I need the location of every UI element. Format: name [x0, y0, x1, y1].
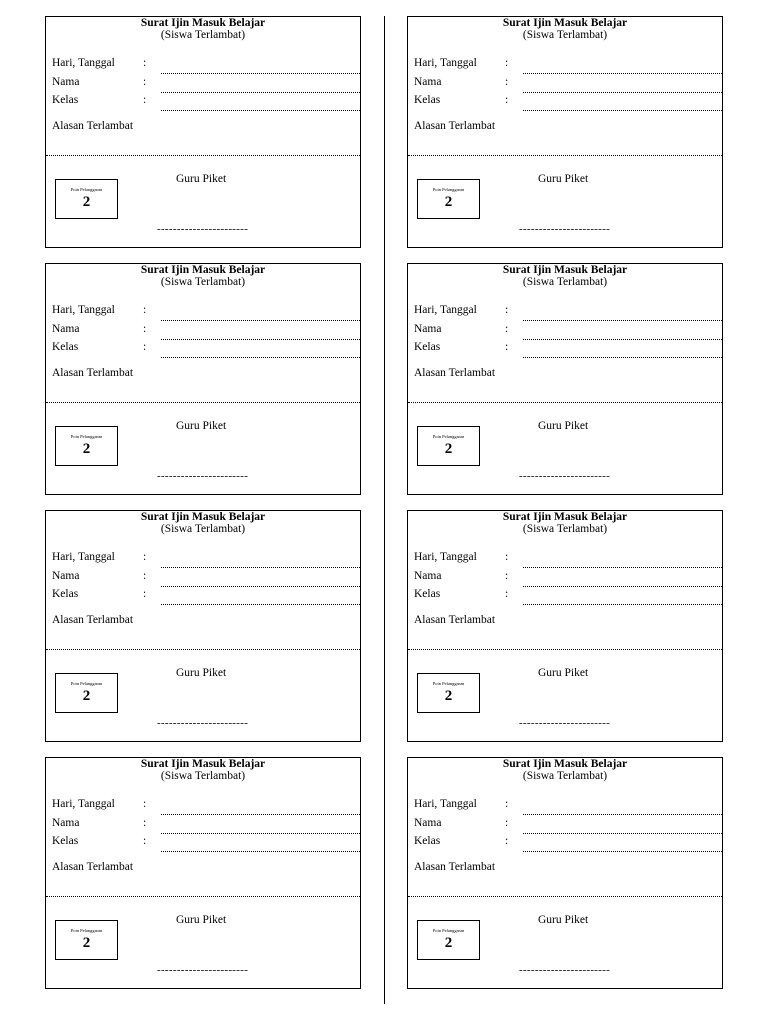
reason-label: Alasan Terlambat: [414, 120, 496, 132]
class-fill-line: [523, 357, 722, 358]
date-colon: :: [143, 57, 147, 69]
violation-points-box: [417, 673, 480, 713]
points-value: 2: [444, 935, 453, 951]
class-label: Kelas: [414, 94, 441, 106]
class-fill-line: [161, 357, 360, 358]
points-label: Poin Pelanggaran: [70, 434, 103, 439]
name-label: Nama: [414, 76, 442, 88]
violation-points-box: [417, 920, 480, 960]
name-fill-line: [523, 92, 722, 93]
points-value: 2: [82, 688, 91, 704]
signature-line: -----------------------: [157, 717, 249, 729]
date-colon: :: [143, 798, 147, 810]
points-value: 2: [444, 441, 453, 457]
class-colon: :: [143, 94, 147, 106]
reason-label: Alasan Terlambat: [52, 120, 134, 132]
name-label: Nama: [52, 323, 80, 335]
teacher-label: Guru Piket: [538, 420, 589, 432]
teacher-label: Guru Piket: [538, 667, 589, 679]
reason-separator: [408, 402, 722, 403]
date-label: Hari, Tanggal: [52, 304, 115, 316]
violation-points-box: [55, 673, 118, 713]
name-colon: :: [143, 570, 147, 582]
slip-subtitle: (Siswa Terlambat): [160, 29, 246, 41]
permission-slip-4: [407, 263, 723, 495]
permission-slip-5: [45, 510, 361, 742]
date-fill-line: [523, 814, 722, 815]
name-fill-line: [523, 339, 722, 340]
class-label: Kelas: [414, 835, 441, 847]
teacher-label: Guru Piket: [538, 173, 589, 185]
points-value: 2: [82, 441, 91, 457]
name-label: Nama: [52, 570, 80, 582]
signature-line: -----------------------: [519, 717, 611, 729]
class-colon: :: [505, 94, 509, 106]
signature-line: -----------------------: [157, 470, 249, 482]
name-colon: :: [505, 570, 509, 582]
class-label: Kelas: [52, 341, 79, 353]
permission-slip-2: [407, 16, 723, 248]
name-colon: :: [143, 76, 147, 88]
teacher-label: Guru Piket: [176, 667, 227, 679]
slip-subtitle: (Siswa Terlambat): [522, 276, 608, 288]
reason-label: Alasan Terlambat: [414, 367, 496, 379]
reason-separator: [408, 649, 722, 650]
class-fill-line: [523, 604, 722, 605]
name-label: Nama: [52, 817, 80, 829]
date-label: Hari, Tanggal: [52, 798, 115, 810]
slip-subtitle: (Siswa Terlambat): [160, 276, 246, 288]
points-label: Poin Pelanggaran: [432, 434, 465, 439]
date-colon: :: [143, 551, 147, 563]
class-colon: :: [505, 588, 509, 600]
name-colon: :: [143, 323, 147, 335]
slip-title: Surat Ijin Masuk Belajar: [140, 17, 266, 29]
slip-subtitle: (Siswa Terlambat): [522, 770, 608, 782]
class-fill-line: [161, 851, 360, 852]
points-value: 2: [82, 194, 91, 210]
name-fill-line: [161, 339, 360, 340]
date-fill-line: [523, 567, 722, 568]
date-label: Hari, Tanggal: [52, 57, 115, 69]
name-fill-line: [161, 833, 360, 834]
name-label: Nama: [414, 570, 442, 582]
date-label: Hari, Tanggal: [414, 798, 477, 810]
name-label: Nama: [52, 76, 80, 88]
class-label: Kelas: [414, 588, 441, 600]
class-colon: :: [143, 588, 147, 600]
teacher-label: Guru Piket: [176, 173, 227, 185]
violation-points-box: [55, 920, 118, 960]
slip-subtitle: (Siswa Terlambat): [160, 770, 246, 782]
name-fill-line: [523, 586, 722, 587]
date-fill-line: [161, 73, 360, 74]
points-label: Poin Pelanggaran: [70, 187, 103, 192]
reason-separator: [46, 896, 360, 897]
date-colon: :: [505, 798, 509, 810]
signature-line: -----------------------: [157, 223, 249, 235]
name-fill-line: [161, 92, 360, 93]
name-colon: :: [505, 817, 509, 829]
permission-slip-3: [45, 263, 361, 495]
name-colon: :: [143, 817, 147, 829]
class-fill-line: [161, 110, 360, 111]
slip-title: Surat Ijin Masuk Belajar: [502, 264, 628, 276]
signature-line: -----------------------: [519, 470, 611, 482]
name-colon: :: [505, 323, 509, 335]
date-label: Hari, Tanggal: [414, 551, 477, 563]
teacher-label: Guru Piket: [538, 914, 589, 926]
name-label: Nama: [414, 817, 442, 829]
signature-line: -----------------------: [519, 964, 611, 976]
date-colon: :: [505, 304, 509, 316]
date-colon: :: [505, 551, 509, 563]
date-fill-line: [161, 320, 360, 321]
name-label: Nama: [414, 323, 442, 335]
date-label: Hari, Tanggal: [52, 551, 115, 563]
name-colon: :: [505, 76, 509, 88]
reason-label: Alasan Terlambat: [52, 614, 134, 626]
class-label: Kelas: [52, 835, 79, 847]
date-fill-line: [523, 73, 722, 74]
points-label: Poin Pelanggaran: [432, 928, 465, 933]
points-value: 2: [82, 935, 91, 951]
points-label: Poin Pelanggaran: [432, 187, 465, 192]
reason-separator: [408, 896, 722, 897]
points-label: Poin Pelanggaran: [70, 928, 103, 933]
date-label: Hari, Tanggal: [414, 57, 477, 69]
slip-subtitle: (Siswa Terlambat): [522, 523, 608, 535]
date-fill-line: [161, 814, 360, 815]
slip-title: Surat Ijin Masuk Belajar: [140, 758, 266, 770]
points-value: 2: [444, 688, 453, 704]
slip-title: Surat Ijin Masuk Belajar: [140, 511, 266, 523]
violation-points-box: [417, 179, 480, 219]
reason-label: Alasan Terlambat: [414, 861, 496, 873]
teacher-label: Guru Piket: [176, 420, 227, 432]
signature-line: -----------------------: [157, 964, 249, 976]
points-value: 2: [444, 194, 453, 210]
reason-separator: [46, 402, 360, 403]
violation-points-box: [417, 426, 480, 466]
slip-title: Surat Ijin Masuk Belajar: [502, 511, 628, 523]
date-label: Hari, Tanggal: [414, 304, 477, 316]
reason-label: Alasan Terlambat: [52, 367, 134, 379]
points-label: Poin Pelanggaran: [432, 681, 465, 686]
slip-title: Surat Ijin Masuk Belajar: [502, 17, 628, 29]
signature-line: -----------------------: [519, 223, 611, 235]
column-divider: [384, 16, 385, 1004]
violation-points-box: [55, 426, 118, 466]
class-colon: :: [505, 835, 509, 847]
points-label: Poin Pelanggaran: [70, 681, 103, 686]
class-colon: :: [505, 341, 509, 353]
violation-points-box: [55, 179, 118, 219]
date-fill-line: [161, 567, 360, 568]
class-fill-line: [523, 851, 722, 852]
slip-title: Surat Ijin Masuk Belajar: [502, 758, 628, 770]
slip-subtitle: (Siswa Terlambat): [522, 29, 608, 41]
class-colon: :: [143, 341, 147, 353]
class-fill-line: [161, 604, 360, 605]
date-colon: :: [505, 57, 509, 69]
date-fill-line: [523, 320, 722, 321]
teacher-label: Guru Piket: [176, 914, 227, 926]
slip-title: Surat Ijin Masuk Belajar: [140, 264, 266, 276]
reason-separator: [408, 155, 722, 156]
permission-slip-7: [45, 757, 361, 989]
reason-label: Alasan Terlambat: [414, 614, 496, 626]
permission-slip-8: [407, 757, 723, 989]
class-label: Kelas: [52, 94, 79, 106]
name-fill-line: [523, 833, 722, 834]
reason-label: Alasan Terlambat: [52, 861, 134, 873]
class-label: Kelas: [414, 341, 441, 353]
class-colon: :: [143, 835, 147, 847]
class-fill-line: [523, 110, 722, 111]
name-fill-line: [161, 586, 360, 587]
date-colon: :: [143, 304, 147, 316]
class-label: Kelas: [52, 588, 79, 600]
permission-slip-6: [407, 510, 723, 742]
reason-separator: [46, 649, 360, 650]
permission-slip-1: [45, 16, 361, 248]
slip-subtitle: (Siswa Terlambat): [160, 523, 246, 535]
reason-separator: [46, 155, 360, 156]
